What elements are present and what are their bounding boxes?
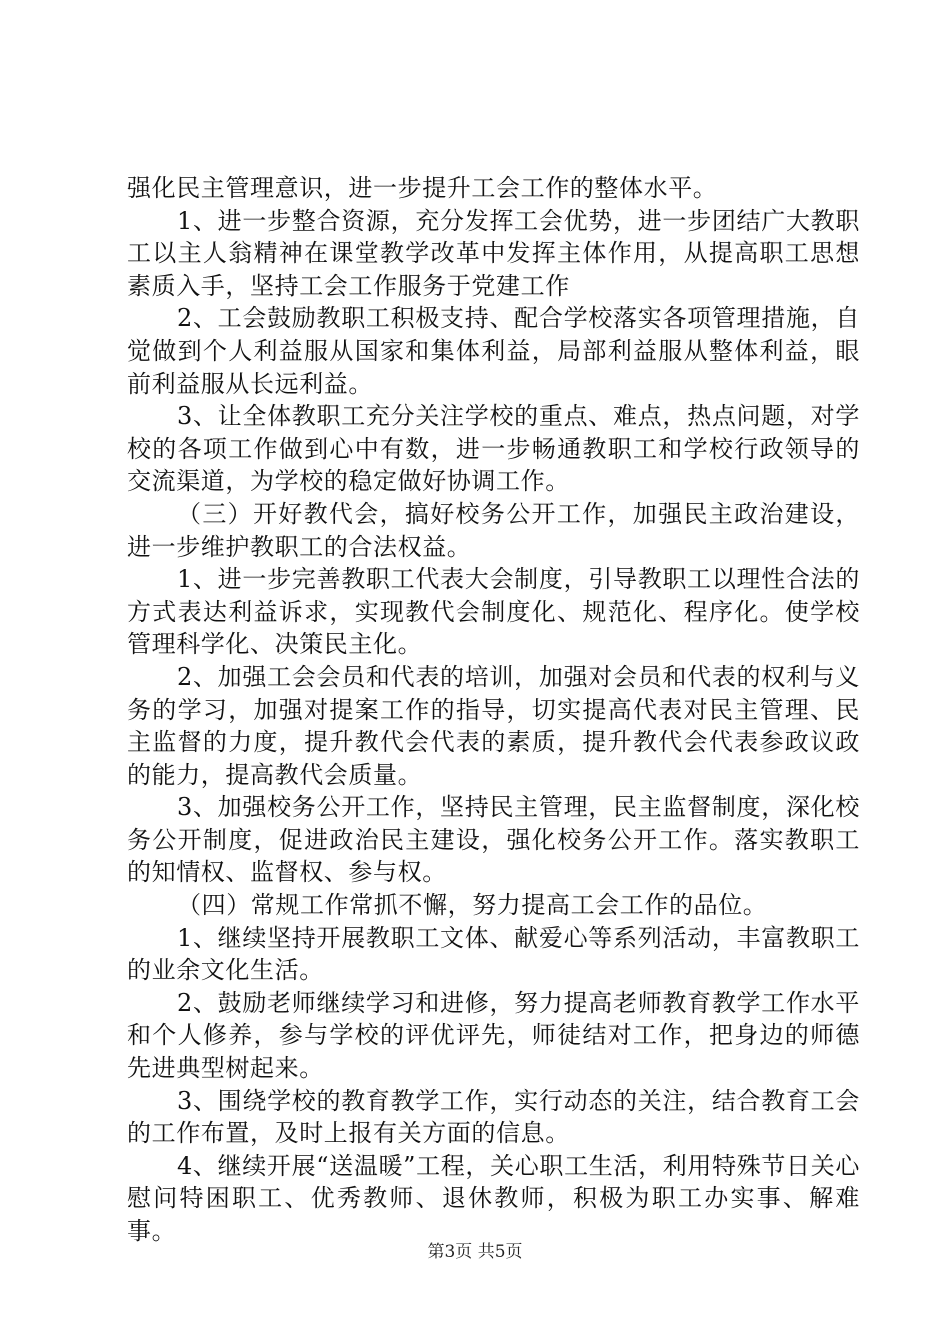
paragraph-item-3: 3、加强校务公开工作，坚持民主管理，民主监督制度，深化校务公开制度，促进政治民主建设，强化校务公开工作。落实教职工的知情权、监督权、参与权。 <box>127 793 860 887</box>
paragraph-item-1: 1、进一步整合资源，充分发挥工会优势，进一步团结广大教职工以主人翁精神在课堂教学改革中发挥主体作用，从提高职工思想素质入手，坚持工会工作服务于党建工作 <box>127 206 860 300</box>
paragraph-item-3: 3、围绕学校的教育教学工作，实行动态的关注，结合教育工会的工作布置，及时上报有关方面的信息。 <box>127 1086 860 1148</box>
paragraph-item-2: 2、鼓励老师继续学习和进修，努力提高老师教育教学工作水平和个人修养，参与学校的评优评先，师徒结对工作，把身边的师德先进典型树起来。 <box>127 988 860 1083</box>
section-heading-4: （四）常规工作常抓不懈，努力提高工会工作的品位。 <box>177 891 768 920</box>
paragraph-continuation: 强化民主管理意识，进一步提升工会工作的整体水平。 <box>127 174 718 202</box>
paragraph-item-1: 1、继续坚持开展教职工文体、献爱心等系列活动，丰富教职工的业余文化生活。 <box>127 923 860 985</box>
paragraph-item-4: 4、继续开展“送温暖”工程，关心职工生活，利用特殊节日关心慰问特困职工、优秀教师、退休教师，积极为职工办实事、解难事。 <box>127 1151 860 1245</box>
section-heading-3: （三）开好教代会，搞好校务公开工作，加强民主政治建设，进一步维护教职工的合法权益。 <box>127 499 860 561</box>
paragraph-item-3: 3、让全体教职工充分关注学校的重点、难点，热点问题，对学校的各项工作做到心中有数，进一步畅通教职工和学校行政领导的交流渠道，为学校的稳定做好协调工作。 <box>127 402 860 496</box>
paragraph-item-2: 2、工会鼓励教职工积极支持、配合学校落实各项管理措施，自觉做到个人利益服从国家和集体利益，局部利益服从整体利益，眼前利益服从长远利益。 <box>127 304 860 398</box>
paragraph-item-1: 1、进一步完善教职工代表大会制度，引导教职工以理性合法的方式表达利益诉求，实现教代会制度化、规范化、程序化。使学校管理科学化、决策民主化。 <box>127 565 860 659</box>
page-number-footer: 第3页 共5页 <box>427 1242 523 1262</box>
document-body <box>127 172 860 1248</box>
paragraph-item-2: 2、加强工会会员和代表的培训，加强对会员和代表的权利与义务的学习，加强对提案工作的指导，切实提高代表对民主管理、民主监督的力度，提升教代会代表的素质，提升教代会代表参政议政的能力，提高教代会质量。 <box>127 662 860 789</box>
